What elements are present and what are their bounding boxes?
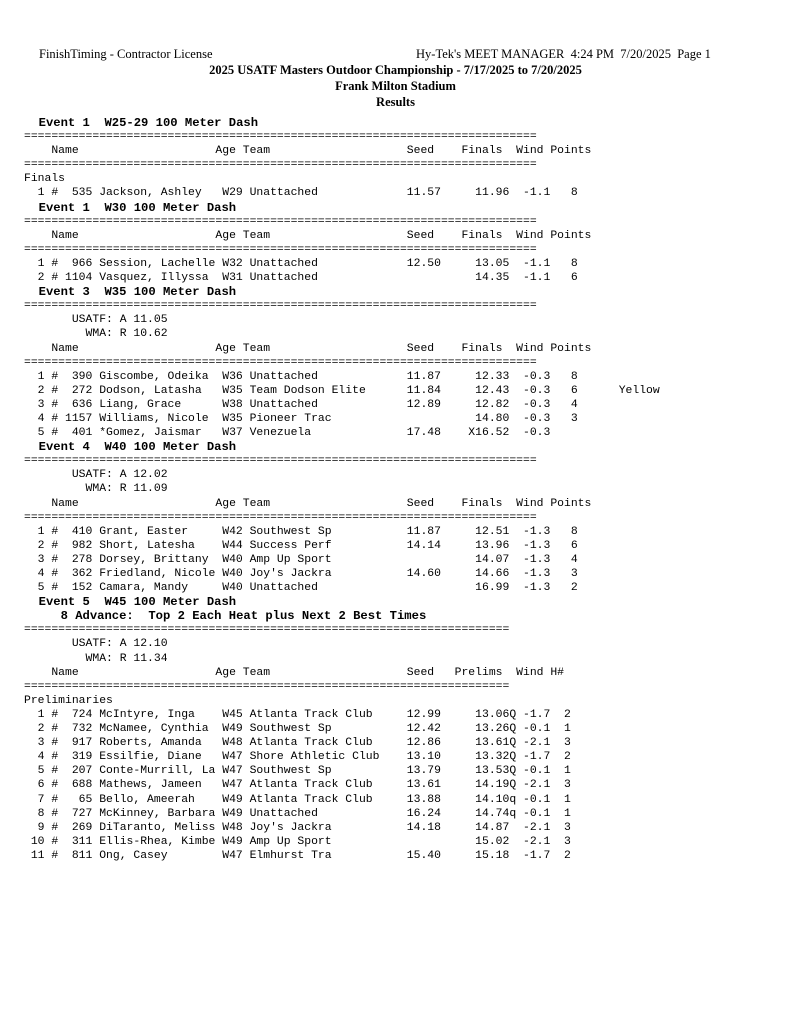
result-line: 3 # 636 Liang, Grace W38 Unattached 12.89 12.82 -0.3 4 [24,398,578,411]
result-line: Name Age Team Seed Prelims Wind H# [24,666,565,679]
result-line: 2 # 1104 Vasquez, Illyssa W31 Unattached 14.35 -1.1 6 [24,272,578,285]
result-line: 2 # 272 Dodson, Latasha W35 Team Dodson Elite 11.84 12.43 -0.3 6 Yellow [24,384,660,397]
result-line: 8 # 727 McKinney, Barbara W49 Unattached 16.24 14.74q -0.1 1 [24,807,571,820]
result-line: =========================================================================== [24,300,537,313]
result-line: Name Age Team Seed Finals Wind Points [24,342,592,355]
result-line: WMA: R 10.62 [24,328,168,341]
result-line: 2 # 732 McNamee, Cynthia W49 Southwest Sp 12.42 13.26Q -0.1 1 [24,723,571,736]
result-line: 10 # 311 Ellis-Rhea, Kimbe W49 Amp Up Sport 15.02 -2.1 3 [24,835,571,848]
result-line: 2 # 982 Short, Latesha W44 Success Perf 14.14 13.96 -1.3 6 [24,539,578,552]
page-header-left: FinishTiming - Contractor License [39,47,213,61]
results-document [24,116,784,863]
result-line: 1 # 535 Jackson, Ashley W29 Unattached 11.57 11.96 -1.1 8 [24,187,578,200]
result-line: USATF: A 12.02 [24,469,168,482]
result-line: 4 # 319 Essilfie, Diane W47 Shore Athletic Club 13.10 13.32Q -1.7 2 [24,751,571,764]
results-title: Results [376,95,415,109]
result-line: =========================================================================== [24,159,537,172]
result-line: ======================================================================= [24,680,510,693]
event-heading: Event 1 W30 100 Meter Dash [24,200,237,215]
result-line: =========================================================================== [24,131,537,144]
meet-title: 2025 USATF Masters Outdoor Championship - 7/17/2025 to 7/20/2025 [209,63,582,77]
result-line: Preliminaries [24,694,113,707]
result-line: 5 # 152 Camara, Mandy W40 Unattached 16.99 -1.3 2 [24,582,578,595]
result-line: Name Age Team Seed Finals Wind Points [24,145,592,158]
result-line: =========================================================================== [24,455,537,468]
result-line: USATF: A 11.05 [24,314,168,327]
result-line: 1 # 724 McIntyre, Inga W45 Atlanta Track Club 12.99 13.06Q -1.7 2 [24,708,571,721]
result-line: 6 # 688 Mathews, Jameen W47 Atlanta Track Club 13.61 14.19Q -2.1 3 [24,779,571,792]
result-line: 1 # 390 Giscombe, Odeika W36 Unattached 11.87 12.33 -0.3 8 [24,370,578,383]
result-line: 7 # 65 Bello, Ameerah W49 Atlanta Track Club 13.88 14.10q -0.1 1 [24,793,571,806]
result-line: 1 # 410 Grant, Easter W42 Southwest Sp 11.87 12.51 -1.3 8 [24,525,578,538]
result-line: Name Age Team Seed Finals Wind Points [24,497,592,510]
page-header-right: Hy-Tek's MEET MANAGER 4:24 PM 7/20/2025 Page 1 [416,47,711,61]
result-line: =========================================================================== [24,511,537,524]
event-heading: Event 4 W40 100 Meter Dash [24,440,237,455]
event-heading: Event 5 W45 100 Meter Dash [24,595,237,610]
event-heading: Event 3 W35 100 Meter Dash [24,285,237,300]
result-line: 3 # 917 Roberts, Amanda W48 Atlanta Track Club 12.86 13.61Q -2.1 3 [24,737,571,750]
event-heading: 8 Advance: Top 2 Each Heat plus Next 2 Best Times [24,609,427,624]
event-heading: Event 1 W25-29 100 Meter Dash [24,116,259,130]
result-line: 1 # 966 Session, Lachelle W32 Unattached 12.50 13.05 -1.1 8 [24,257,578,270]
result-line: 4 # 1157 Williams, Nicole W35 Pioneer Trac 14.80 -0.3 3 [24,412,578,425]
result-line: USATF: A 12.10 [24,638,168,651]
result-line: =========================================================================== [24,243,537,256]
result-line: ======================================================================= [24,624,510,637]
result-line: 5 # 207 Conte-Murrill, La W47 Southwest Sp 13.79 13.53Q -0.1 1 [24,765,571,778]
result-line: =========================================================================== [24,215,537,228]
result-line: =========================================================================== [24,356,537,369]
result-line: WMA: R 11.09 [24,483,168,496]
venue-title: Frank Milton Stadium [335,79,456,93]
result-line: Name Age Team Seed Finals Wind Points [24,229,592,242]
result-line: 3 # 278 Dorsey, Brittany W40 Amp Up Sport 14.07 -1.3 4 [24,553,578,566]
result-line: Finals [24,173,66,186]
result-line: 11 # 811 Ong, Casey W47 Elmhurst Tra 15.40 15.18 -1.7 2 [24,849,571,862]
result-line: 4 # 362 Friedland, Nicole W40 Joy's Jackra 14.60 14.66 -1.3 3 [24,568,578,580]
result-line: 9 # 269 DiTaranto, Meliss W48 Joy's Jackra 14.18 14.87 -2.1 3 [24,821,571,834]
result-line: 5 # 401 *Gomez, Jaismar W37 Venezuela 17.48 X16.52 -0.3 [24,427,551,440]
result-line: WMA: R 11.34 [24,652,168,665]
